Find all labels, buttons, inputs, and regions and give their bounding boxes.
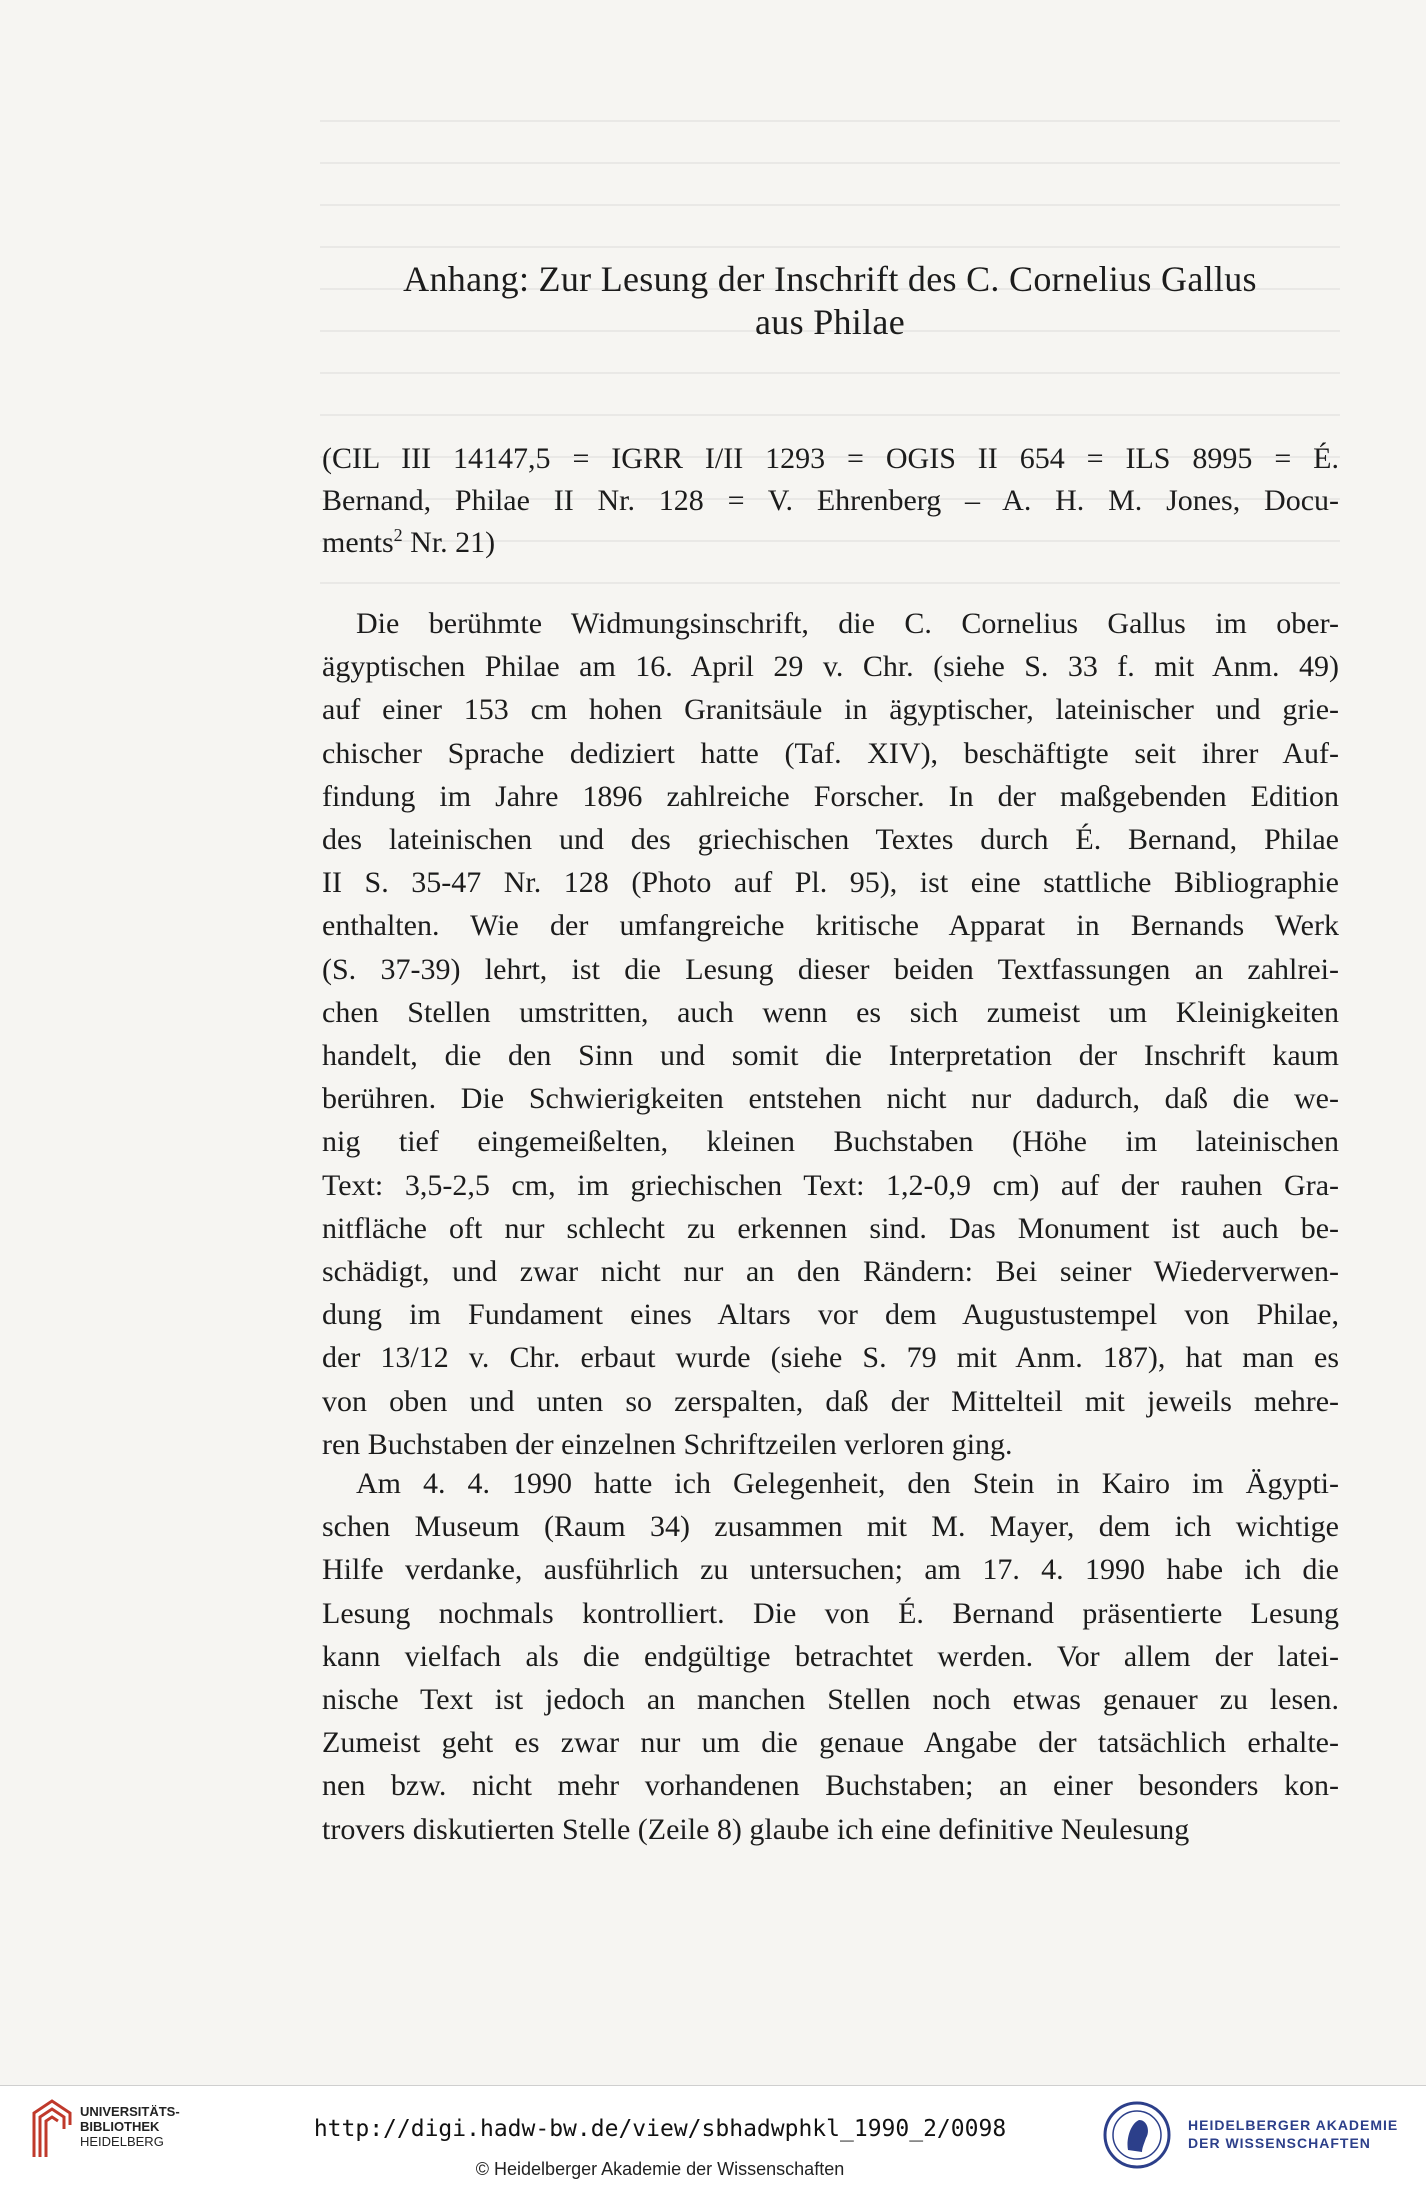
- university-library-name: [80, 2104, 180, 2149]
- edition-superscript: 2: [393, 525, 403, 545]
- academy-line-1: HEIDELBERGER AKADEMIE: [1188, 2117, 1399, 2133]
- academy-seal-icon: [1102, 2100, 1172, 2170]
- paragraph2-line: Zumeist geht es zwar nur um die genaue Angabe der tatsächlich erhalte-: [322, 1726, 1339, 1760]
- paragraph1-line: (S. 37-39) lehrt, ist die Lesung dieser beiden Textfassungen an zahlrei-: [322, 952, 1339, 986]
- ub-line-1: UNIVERSITÄTS-: [80, 2104, 180, 2119]
- paragraph1-line: Text: 3,5-2,5 cm, im griechischen Text: 1,2-0,9 cm) auf der rauhen Gra-: [322, 1168, 1339, 1202]
- permalink-url[interactable]: http://digi.hadw-bw.de/view/sbhadwphkl_1990_2/0098: [313, 2116, 1007, 2142]
- section-heading-line-2: aus Philae: [755, 302, 905, 342]
- paragraph2-line: Lesung nochmals kontrolliert. Die von É. Bernand präsentierte Lesung: [322, 1596, 1339, 1630]
- paragraph2-line: trovers diskutierten Stelle (Zeile 8) glaube ich eine definitive Neulesung: [322, 1812, 1190, 1846]
- ub-line-2: BIBLIOTHEK: [80, 2119, 160, 2134]
- university-library-logo-icon: [30, 2099, 74, 2159]
- paragraph2-line: Hilfe verdanke, ausführlich zu untersuchen; am 17. 4. 1990 habe ich die: [322, 1553, 1339, 1587]
- citation-line-3-text: ments: [322, 526, 394, 559]
- paragraph1-line: des lateinischen und des griechischen Textes durch É. Bernand, Philae: [322, 823, 1339, 856]
- paragraph1-line: chen Stellen umstritten, auch wenn es sich zumeist um Kleinigkeiten: [322, 995, 1339, 1029]
- copyright-notice: © Heidelberger Akademie der Wissenschaften: [475, 2159, 845, 2179]
- footer-bar: [0, 2085, 1426, 2188]
- paragraph1-line: von oben und unten so zerspalten, daß der Mittelteil mit jeweils mehre-: [322, 1384, 1339, 1418]
- citation-line-3: [322, 522, 1339, 564]
- paragraph1-line: dung im Fundament eines Altars vor dem Augustustempel von Philae,: [322, 1298, 1339, 1332]
- paragraph1-line: chischer Sprache dediziert hatte (Taf. XIV), beschäftigte seit ihrer Auf-: [322, 736, 1339, 770]
- paragraph2-line: Am 4. 4. 1990 hatte ich Gelegenheit, den Stein in Kairo im Ägypti-: [356, 1467, 1339, 1500]
- paragraph2-line: nen bzw. nicht mehr vorhandenen Buchstaben; an einer besonders kon-: [322, 1769, 1339, 1803]
- paragraph2-line: nische Text ist jedoch an manchen Stellen noch etwas genauer zu lesen.: [322, 1683, 1339, 1716]
- academy-line-2: DER WISSENSCHAFTEN: [1188, 2135, 1371, 2151]
- paragraph1-line: findung im Jahre 1896 zahlreiche Forscher. In der maßgebenden Edition: [322, 779, 1339, 813]
- paragraph1-line: schädigt, und zwar nicht nur an den Rändern: Bei seiner Wiederverwen-: [322, 1255, 1339, 1288]
- ub-line-3: HEIDELBERG: [80, 2134, 164, 2149]
- paragraph1-line: auf einer 153 cm hohen Granitsäule in ägyptischer, lateinischer und grie-: [322, 693, 1339, 727]
- paragraph1-line: der 13/12 v. Chr. erbaut wurde (siehe S. 79 mit Anm. 187), hat man es: [322, 1341, 1339, 1375]
- paragraph1-line: handelt, die den Sinn und somit die Interpretation der Inschrift kaum: [322, 1039, 1339, 1072]
- paragraph2-line: kann vielfach als die endgültige betrachtet werden. Vor allem der latei-: [322, 1639, 1339, 1673]
- citation-line-2: Bernand, Philae II Nr. 128 = V. Ehrenberg – A. H. M. Jones, Docu-: [322, 484, 1339, 517]
- paragraph1-line: II S. 35-47 Nr. 128 (Photo auf Pl. 95), ist eine stattliche Bibliographie: [322, 866, 1339, 900]
- paragraph1-line: nig tief eingemeißelten, kleinen Buchstaben (Höhe im lateinischen: [322, 1125, 1339, 1159]
- citation-line-3-end: Nr. 21): [402, 526, 496, 559]
- paragraph1-line: berühren. Die Schwierigkeiten entstehen nicht nur dadurch, daß die we-: [322, 1082, 1339, 1116]
- paragraph1-line: ren Buchstaben der einzelnen Schriftzeilen verloren ging.: [322, 1427, 1013, 1461]
- paragraph1-line: enthalten. Wie der umfangreiche kritische Apparat in Bernands Werk: [322, 909, 1339, 943]
- paragraph1-line: ägyptischen Philae am 16. April 29 v. Chr. (siehe S. 33 f. mit Anm. 49): [322, 650, 1339, 684]
- paragraph2-line: schen Museum (Raum 34) zusammen mit M. Mayer, dem ich wichtige: [322, 1510, 1339, 1544]
- citation-line-1: (CIL III 14147,5 = IGRR I/II 1293 = OGIS II 654 = ILS 8995 = É.: [322, 442, 1339, 475]
- section-heading-line-1: Anhang: Zur Lesung der Inschrift des C. Cornelius Gallus: [403, 259, 1257, 299]
- academy-name: [1188, 2116, 1398, 2152]
- paragraph1-line: Die berühmte Widmungsinschrift, die C. Cornelius Gallus im ober-: [356, 607, 1339, 640]
- paragraph1-line: nitfläche oft nur schlecht zu erkennen sind. Das Monument ist auch be-: [322, 1211, 1339, 1245]
